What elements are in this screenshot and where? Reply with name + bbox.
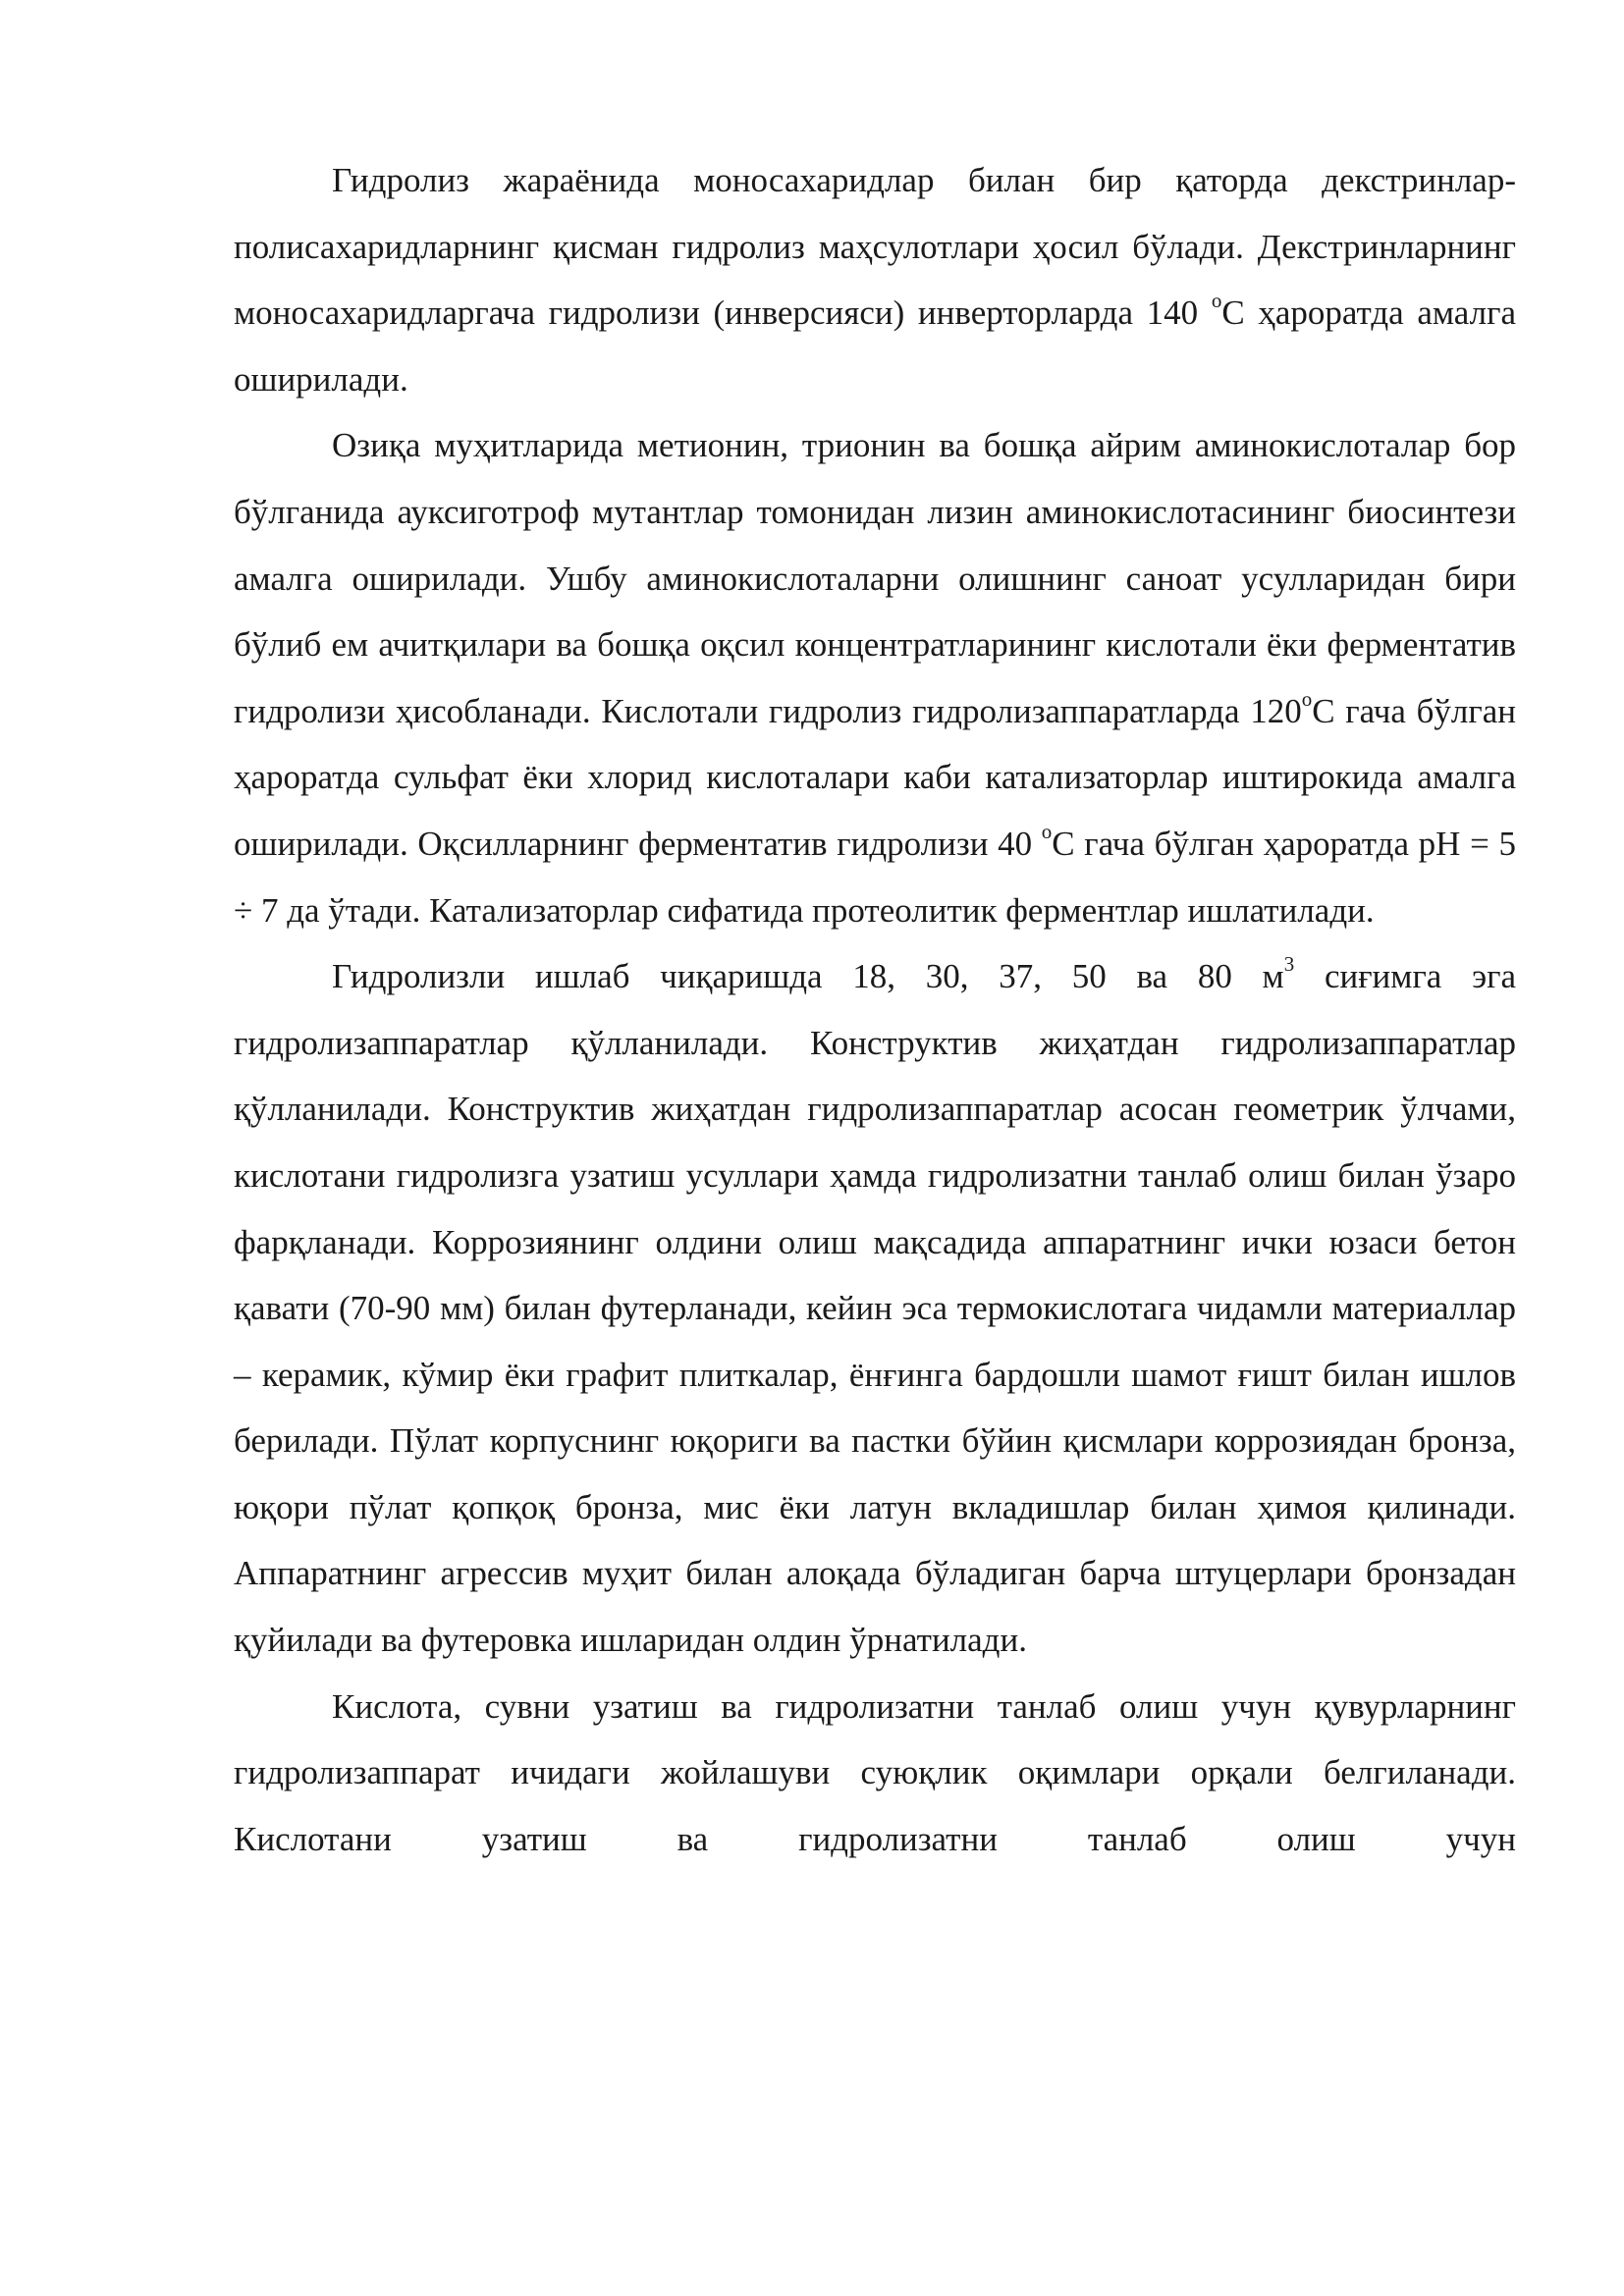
paragraph-3	[234, 943, 1516, 1674]
paragraph-4	[234, 1674, 1516, 1873]
paragraph-1-text-2: С ҳароратда амалга оширилади.	[234, 294, 1516, 399]
paragraph-1	[234, 147, 1516, 412]
degree-superscript: o	[1041, 820, 1053, 844]
paragraph-2-text-3: С гача бўлган ҳароратда pH = 5 ÷ 7 да ўтади. Катализаторлар сифатида протеолитик ферментлар ишлатилади.	[234, 824, 1516, 930]
cubic-superscript: 3	[1283, 952, 1295, 977]
degree-superscript: o	[1211, 289, 1222, 313]
paragraph-4-text-1: Кислота, сувни узатиш ва гидролизатни танлаб олиш учун қувурларнинг гидролизаппарат ичидаги жойлашуви суюқлик оқимлари орқали белгиланади. Кислотани узатиш ва гидролизатни танлаб олиш учун	[234, 1686, 1516, 1858]
paragraph-2-text-1: Озиқа муҳитларида метионин, трионин ва бошқа айрим аминокислоталар бор бўлганида ауксиготроф мутантлар томонидан лизин аминокислотасининг биосинтези амалга оширилади. Ушбу аминокислоталарни олишнинг саноат усулларидан бири бўлиб ем ачитқилари ва бошқа оқсил концентратларининг кислотали ёки ферментатив гидролизи ҳисобланади. Кислотали гидролиз гидролизаппаратларда 120	[234, 426, 1516, 730]
paragraph-1-text-1: Гидролиз жараёнида моносахаридлар билан бир қаторда декстринлар-полисахаридларнинг қисман гидролиз маҳсулотлари ҳосил бўлади. Декстринларнинг моносахаридларгача гидролизи (инверсияси) инверторларда 140	[234, 161, 1516, 333]
paragraph-3-text-1: Гидролизли ишлаб чиқаришда 18, 30, 37, 50 ва 80 м	[332, 957, 1284, 996]
paragraph-2	[234, 412, 1516, 943]
paragraph-2-text-2: С гача бўлган ҳароратда сульфат ёки хлорид кислоталари каби катализаторлар иштирокида амалга оширилади. Оқсилларнинг ферментатив гидролизи 40	[234, 691, 1516, 863]
document-page	[234, 147, 1516, 1872]
paragraph-3-text-2: сиғимга эга гидролизаппаратлар қўлланилади. Конструктив жиҳатдан гидролизаппаратлар қўлланилади. Конструктив жиҳатдан гидролизаппаратлар асосан геометрик ўлчами, кислотани гидролизга узатиш усуллари ҳамда гидролизатни танлаб олиш билан ўзаро фарқланади. Коррозиянинг олдини олиш мақсадида аппаратнинг ички юзаси бетон қавати (70-90 мм) билан футерланади, кейин эса термокислотага чидамли материаллар – керамик, кўмир ёки графит плиткалар, ёнғинга бардошли шамот ғишт билан ишлов берилади. Пўлат корпуснинг юқориги ва пастки бўйин қисмлари коррозиядан бронза, юқори пўлат қопқоқ бронза, мис ёки латун вкладишлар билан ҳимоя қилинади. Аппаратнинг агрессив муҳит билан алоқада бўладиган барча штуцерлари бронзадан қуйилади ва футеровка ишларидан олдин ўрнатилади.	[234, 957, 1516, 1660]
degree-superscript: o	[1301, 686, 1313, 711]
